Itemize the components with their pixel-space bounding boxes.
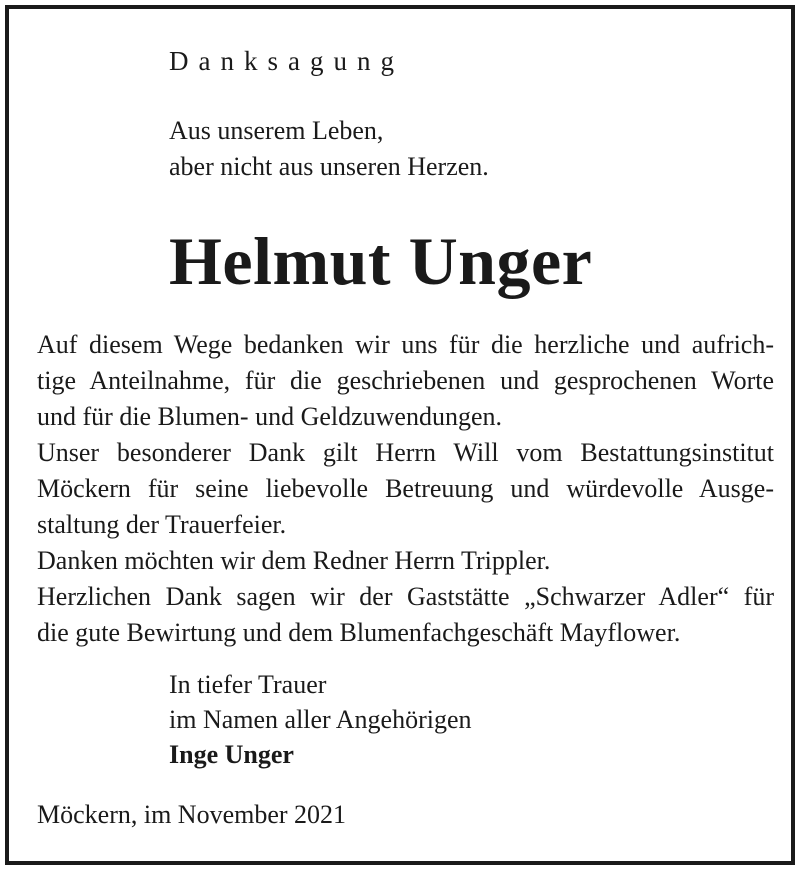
body-line: staltung der Trauerfeier. [37, 510, 287, 539]
place-date: Möckern, im November 2021 [37, 800, 347, 829]
thanks-body [37, 327, 774, 651]
body-line: Auf diesem Wege bedanken wir uns für die herzliche und aufrich- [37, 330, 774, 359]
body-line: und für die Blumen- und Geldzuwendungen. [37, 402, 503, 431]
body-line: Herzlichen Dank sagen wir der Gaststätte „Schwarzer Adler“ für [37, 582, 774, 611]
body-line: die gute Bewirtung und dem Blumenfachgeschäft Mayflower. [37, 618, 681, 647]
closing-block [169, 667, 472, 772]
closing-line-1: In tiefer Trauer [169, 670, 327, 699]
motto-line-2: aber nicht aus unseren Herzen. [169, 152, 489, 181]
body-line: Unser besonderer Dank gilt Herrn Will vom Bestattungsinstitut [37, 438, 774, 467]
motto [169, 113, 489, 185]
body-line: Danken möchten wir dem Redner Herrn Trippler. [37, 546, 551, 575]
motto-line-1: Aus unserem Leben, [169, 116, 384, 145]
deceased-name: Helmut Unger [169, 223, 593, 299]
obituary-frame [5, 5, 795, 865]
signature: Inge Unger [169, 740, 294, 769]
closing-line-2: im Namen aller Angehörigen [169, 705, 472, 734]
body-line: Möckern für seine liebevolle Betreuung und würdevolle Ausge- [37, 474, 774, 503]
body-line: tige Anteilnahme, für die geschriebenen und gesprochenen Worte [37, 366, 774, 395]
heading-danksagung: Danksagung [169, 46, 404, 76]
